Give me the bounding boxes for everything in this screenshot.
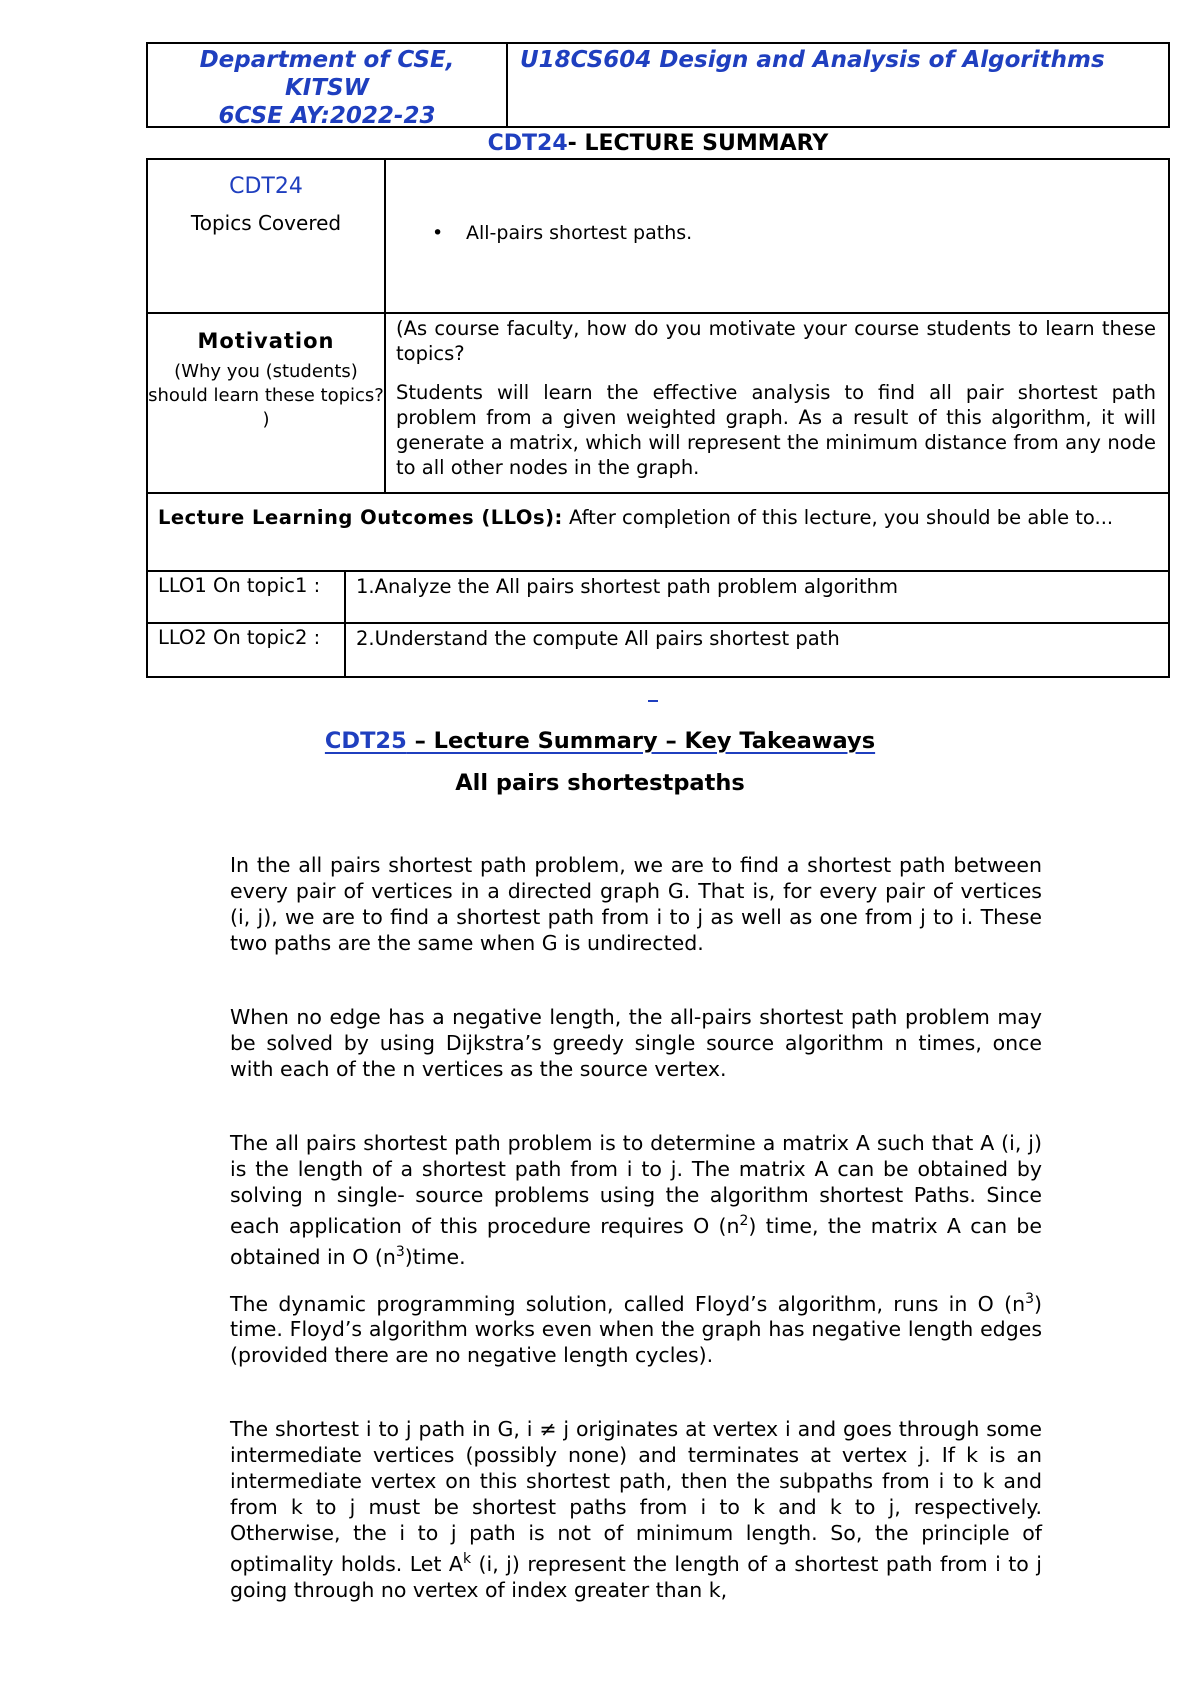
course-title: U18CS604 Design and Analysis of Algorithms	[520, 47, 1105, 73]
summary-code: CDT24	[487, 131, 568, 156]
topics-row	[148, 160, 1168, 314]
paragraph-text: The dynamic programming solution, called Floyd’s algorithm, runs in O (n	[230, 1291, 1026, 1316]
topics-label: Topics Covered	[190, 211, 342, 235]
llo-row	[148, 624, 1168, 676]
llo-text: 1.Analyze the All pairs shortest path problem algorithm	[356, 575, 898, 598]
topics-label-cell	[148, 160, 386, 312]
department-line: Department of CSE,	[199, 47, 455, 73]
section-title-rest: – Lecture Summary – Key Takeaways	[406, 728, 876, 754]
lecture-summary-title	[146, 130, 1170, 158]
summary-text: - LECTURE SUMMARY	[567, 131, 829, 156]
paragraph	[230, 1286, 1042, 1369]
llo-label: LLO2 On topic2 :	[148, 624, 346, 676]
department-cell	[148, 44, 508, 129]
motivation-content-cell	[386, 314, 1168, 492]
body-text	[230, 852, 1042, 1603]
motivation-label-cell	[148, 314, 386, 492]
llo-heading	[148, 494, 1125, 570]
motivation-subtitle: (Why you (students) should learn these topics? )	[148, 361, 384, 430]
paragraph-text: ) time, the matrix A can be obtained in O (n	[230, 1213, 1043, 1269]
superscript: 3	[1025, 1290, 1034, 1307]
llo-heading-row	[148, 494, 1168, 572]
header-table	[146, 42, 1170, 128]
motivation-answer: Students will learn the effective analysis to find all pair shortest path problem from a given weighted graph. As a result of this algorithm, it will generate a matrix, which will represent the minimum distance from any node to all other nodes in the graph.	[396, 381, 1156, 479]
paragraph: In the all pairs shortest path problem, we are to find a shortest path between every pair of vertices in a directed graph G. That is, for every pair of vertices (i, j), we are to find a shortest path from i to j as well as one from j to i. These two paths are the same when G is undirected.	[230, 853, 1042, 955]
superscript: 3	[395, 1243, 405, 1260]
section-code: CDT25	[324, 728, 407, 754]
institute-line: KITSW	[284, 75, 369, 101]
paragraph	[230, 1416, 1042, 1603]
superscript: 2	[739, 1213, 749, 1229]
bullet-icon: •	[432, 222, 444, 244]
llo-text: 2.Understand the compute All pairs shortest path	[356, 627, 840, 650]
section-subtitle: All pairs shortestpaths	[455, 770, 745, 796]
motivation-title: Motivation	[197, 329, 335, 353]
divider-mark	[648, 700, 658, 702]
topic-item: All-pairs shortest paths.	[466, 222, 693, 244]
llo-row	[148, 572, 1168, 624]
superscript: k	[462, 1551, 472, 1568]
llo-heading-rest: After completion of this lecture, you should be able to...	[562, 506, 1114, 529]
motivation-question: (As course faculty, how do you motivate your course students to learn these topics?	[396, 317, 1156, 365]
academic-year-line: 6CSE AY:2022-23	[218, 103, 436, 129]
paragraph-text: ) time. Floyd’s algorithm works even when the graph has negative length edges (provided there are no negative length cycles).	[230, 1291, 1042, 1368]
paragraph: When no edge has a negative length, the all-pairs shortest path problem may be solved by using Dijkstra’s greedy single source algorithm n times, once with each of the n vertices as the source vertex.	[230, 1005, 1042, 1081]
paragraph-text: The shortest i to j path in G, i ≠ j originates at vertex i and goes through some intermediate vertices (possibly none) and terminates at vertex j. If k is an intermediate vertex on this shortest path, then the subpaths from i to k and from k to j must be shortest paths from i to k and k to j, respectively. Otherwise, the i to j path is not of minimum length. So, the principle of optimality holds. Let A	[230, 1417, 1042, 1577]
lecture-summary-table	[146, 158, 1170, 678]
llo-label: LLO1 On topic1 :	[148, 572, 346, 622]
paragraph	[230, 1130, 1042, 1270]
key-takeaways-title	[0, 726, 1200, 756]
llo-heading-bold: Lecture Learning Outcomes (LLOs):	[158, 506, 563, 529]
paragraph-text: The all pairs shortest path problem is to determine a matrix A such that A (i, j) is the length of a shortest path from i to j. The matrix A can be obtained by solving n single- source problems using the algorithm shortest Paths. Since each application of this procedure requires O (n	[230, 1131, 1042, 1238]
paragraph-text: )time.	[404, 1244, 466, 1269]
motivation-row	[148, 314, 1168, 494]
topics-code: CDT24	[229, 174, 303, 199]
topics-content-cell	[386, 160, 1168, 312]
paragraph-text: (i, j) represent the length of a shortest path from i to j going through no vertex of index greater than k,	[230, 1552, 1042, 1603]
